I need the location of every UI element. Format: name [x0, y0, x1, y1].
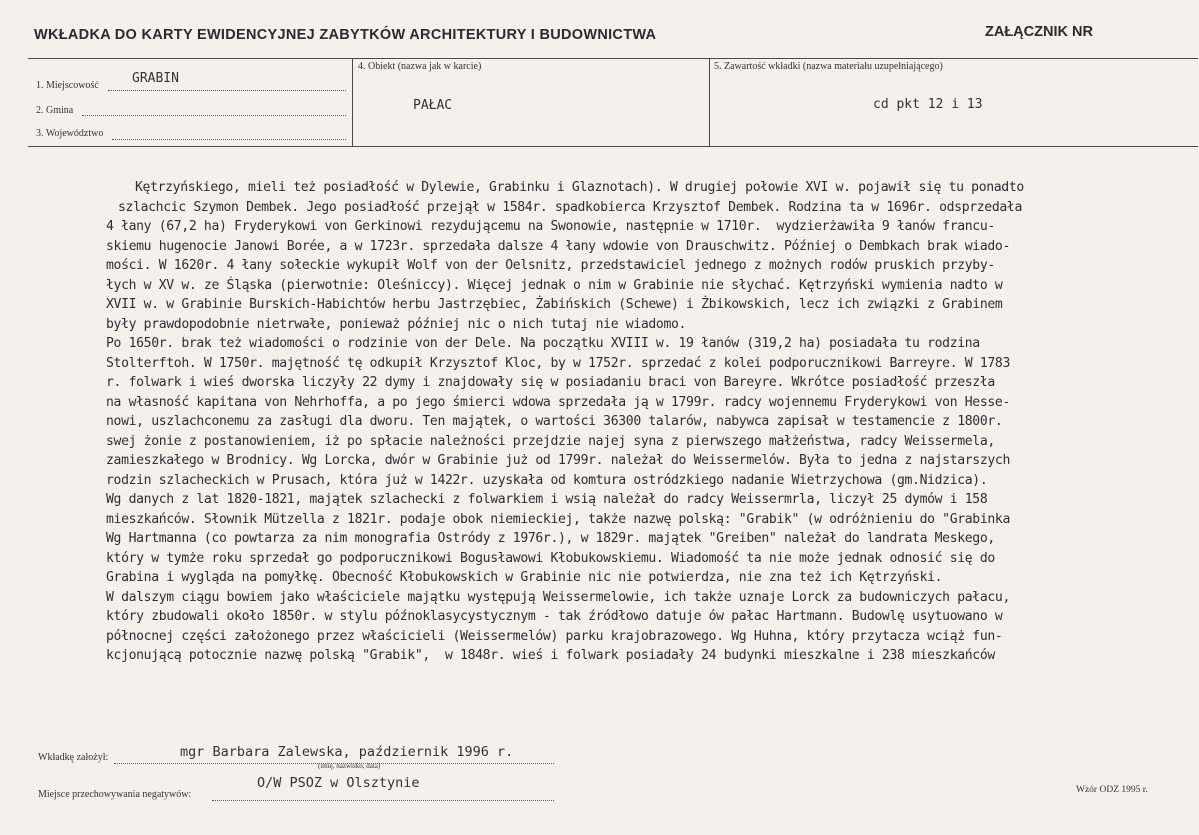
commune-label: 2. Gmina — [36, 105, 74, 116]
historical-description — [106, 178, 1186, 666]
text-line: swej żonie z postanowieniem, iż po spłacie należności przejdzie najej syna z pierwszego małżeństwa, radcy Weissermela, — [106, 433, 995, 449]
locality-label: 1. Miejscowość — [36, 80, 99, 91]
header-top-rule — [28, 58, 1198, 59]
annex-number-label: ZAŁĄCZNIK NR — [985, 24, 1093, 40]
negatives-location-value: O/W PSOZ w Olsztynie — [257, 775, 420, 791]
text-line: r. folwark i wieś dworska liczyły 22 dymy i znajdowały się w posiadaniu braci von Bareyre. Wkrótce posiadłość przeszła — [106, 375, 995, 390]
negatives-location-label: Miejsce przechowywania negatywów: — [38, 789, 192, 800]
header-bottom-rule — [28, 146, 1198, 147]
text-line: łych w XV w. ze Śląska (pierwotnie: Oleśniccy). Więcej jednak o nim w Grabinie nie słychać. Kętrzyński wymienia nadto w — [106, 277, 1003, 293]
text-line: Wg danych z lat 1820-1821, majątek szlachecki z folwarkiem i wsią należał do radcy Weissermrla, liczył 25 dymów i 158 — [106, 492, 988, 507]
text-line: szlachcic Szymon Dembek. Jego posiadłość przejął w 1584r. spadkobierca Krzysztof Dembek. Rodzina ta w 1696r. odsprzedała — [118, 199, 1022, 215]
negatives-location-dotted-line — [212, 800, 554, 801]
text-line: były prawdopodobnie nietrwałe, ponieważ później nic o nich tutaj nie wiadomo. — [106, 316, 687, 332]
text-line: rodzin szlacheckich w Prusach, która już w 1422r. uzyskała od komtura ostródzkiego nadanie Wietrzychowa (gm.Nidzica). — [106, 472, 988, 488]
text-line: kcjonującą potocznie nazwę polską "Grabik", w 1848r. wieś i folwark posiadały 24 budynki mieszkalne i 238 mieszkańców — [106, 648, 995, 663]
card-title: WKŁADKA DO KARTY EWIDENCYJNEJ ZABYTKÓW ARCHITEKTURY I BUDOWNICTWA — [34, 27, 657, 43]
text-line: skiemu hugenocie Janowi Borée, a w 1723r. sprzedała dalsze 4 łany wdowie von Drauschwitz. Później o Dembkach brak wiado- — [106, 238, 1010, 254]
header-divider-2 — [709, 58, 710, 146]
text-line: Po 1650r. brak też wiadomości o rodzinie von der Dele. Na początku XVIII w. 19 łanów (319,2 ha) posiadała tu rodzina — [106, 336, 980, 351]
object-value: PAŁAC — [413, 98, 453, 113]
text-line: Wg Hartmanna (co powtarza za nim monografia Ostródy z 1976r.), w 1829r. majątek "Greiben" należał do landrata Meskego, — [106, 531, 995, 546]
text-line: który zbudowali około 1850r. w stylu późnoklasycystycznym - tak źródłowo datuje ów pałac Hartmann. Budowlę usytuowano w — [106, 609, 1003, 624]
compiled-by-value: mgr Barbara Zalewska, październik 1996 r. — [180, 744, 514, 760]
voivodeship-dotted-line — [112, 139, 346, 140]
compiled-by-label: Wkładkę założył: — [38, 752, 109, 763]
text-line: nowi, uszlachconemu za zasługi dla dworu. Ten majątek, o wartości 36300 talarów, nabywca zapisał w testamencie z 1800r. — [106, 414, 1003, 429]
text-line: zamieszkałego w Brodnicy. Wg Lorcka, dwór w Grabinie już od 1799r. należał do Weissermelów. Była to jedna z najstarszych — [106, 453, 1010, 468]
locality-value: GRABIN — [132, 71, 179, 86]
object-label: 4. Obiekt (nazwa jak w karcie) — [358, 61, 482, 72]
locality-dotted-line — [108, 90, 346, 91]
text-line: który w tymże roku sprzedał go podporucznikowi Bogusławowi Kłobukowskiemu. Wiadomość ta nie może jednak odnosić się do — [106, 550, 995, 566]
text-line: mości. W 1620r. 4 łany sołeckie wykupił Wolf von der Oelsnitz, przedstawiciel jednego z możnych rodów pruskich przyby- — [106, 258, 995, 273]
text-line: Kętrzyńskiego, mieli też posiadłość w Dylewie, Grabinku i Glaznotach). W drugiej połowie XVI w. pojawił się tu ponadto — [135, 180, 1024, 195]
text-line: północnej części założonego przez właścicieli (Weissermelów) parku krajobrazowego. Wg Huhna, który przytacza wciąż fun- — [106, 628, 1003, 644]
text-line: Grabina i wygląda na pomyłkę. Obecność Kłobukowskich w Grabinie nic nie potwierdza, nie zna też ich Kętrzyński. — [106, 570, 943, 585]
voivodeship-label: 3. Województwo — [36, 128, 104, 139]
text-line: Stolterftoh. W 1750r. majętność tę odkupił Krzysztof Kloc, by w 1752r. sprzedać z kolei podporucznikowi Barreyre. W 1783 — [106, 355, 1010, 371]
text-line: mieszkańców. Słownik Mützella z 1821r. podaje obok niemieckiej, także nazwę polską: "Grabik" (w odróżnieniu do "Grabinka — [106, 511, 1010, 527]
text-line: W dalszym ciągu bowiem jako właściciele majątku występują Weissermelowie, ich także uznaje Lorck za budowniczych pałacu, — [106, 589, 1010, 605]
compiled-by-caption: (imię, nazwisko, data) — [318, 762, 381, 770]
text-line: na własność kapitana von Nehrhoffa, a po jego śmierci wdowa sprzedała ją w 1799r. radcy wojennemu Fryderykowi von Hesse- — [106, 394, 1010, 410]
text-line: 4 łany (67,2 ha) Fryderykowi von Gerkinowi rezydującemu na Swonowie, następnie w 1710r. wydzierżawiła 9 łanów francu- — [106, 219, 995, 234]
insert-contents-value: cd pkt 12 i 13 — [873, 97, 983, 112]
insert-contents-label: 5. Zawartość wkładki (nazwa materiału uzupełniającego) — [714, 61, 943, 72]
header-divider-1 — [352, 58, 353, 146]
text-line: XVII w. w Grabinie Burskich-Habichtów herbu Jastrzębiec, Żabińskich (Schewe) i Żbikowskich, lecz ich związki z Grabinem — [106, 297, 1003, 312]
commune-dotted-line — [82, 115, 346, 116]
form-code: Wzór ODZ 1995 r. — [1076, 785, 1148, 795]
